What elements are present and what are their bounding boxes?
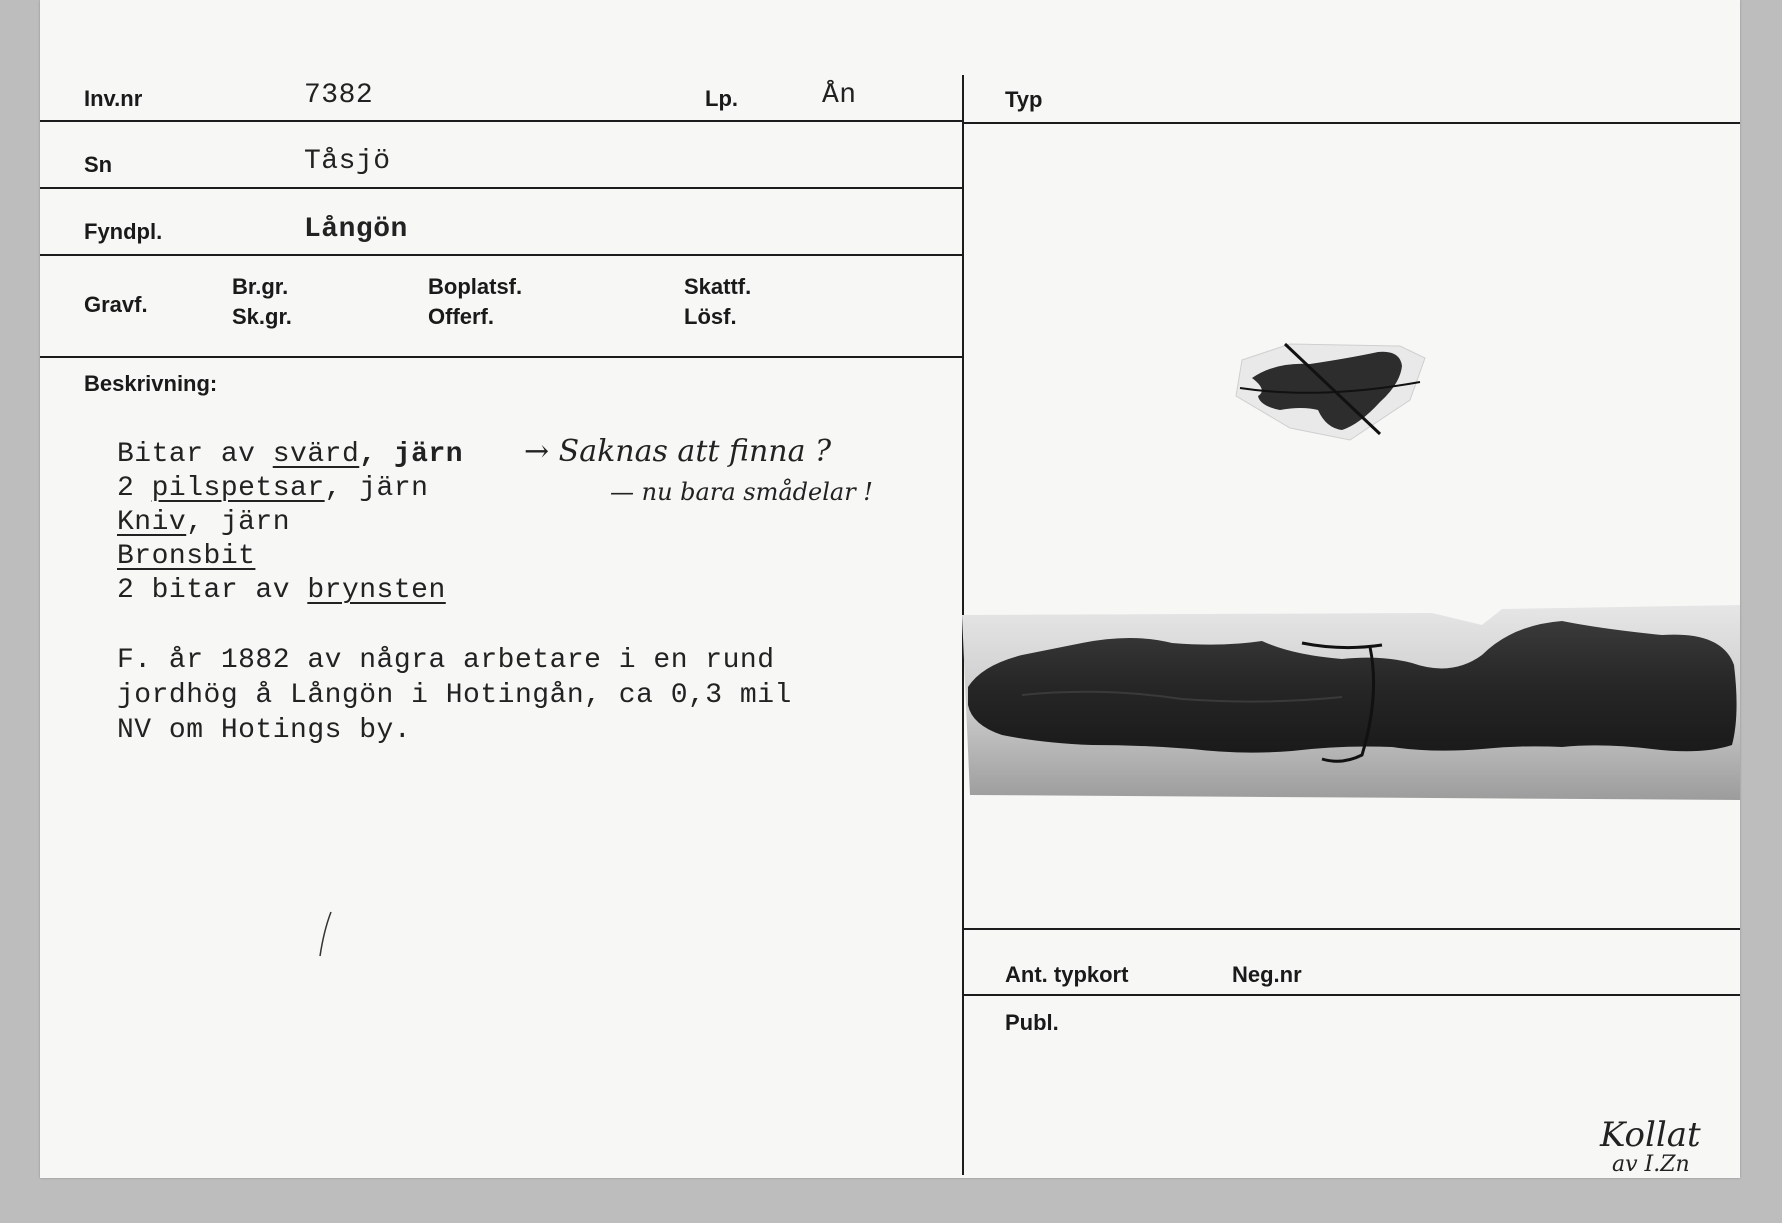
- fyndpl-value: Långön: [304, 214, 408, 245]
- item-term: Bronsbit: [117, 541, 256, 572]
- item-suffix: , järn: [324, 473, 429, 504]
- description-item: [117, 507, 290, 538]
- description-item: [117, 439, 463, 470]
- description-item: [117, 473, 428, 504]
- iron-fragment-photo: [1230, 340, 1430, 445]
- item-prefix: 2: [117, 473, 152, 504]
- gravf-label: Gravf.: [84, 292, 148, 317]
- offerf-label: Offerf.: [428, 304, 494, 329]
- losf-label: Lösf.: [684, 304, 737, 329]
- description-item: [117, 575, 446, 606]
- inv-label: Inv.nr: [84, 86, 143, 111]
- sword-blade-photo: [962, 595, 1740, 805]
- row-divider-typ: [962, 122, 1740, 124]
- row-divider-sn: [40, 187, 962, 189]
- item-term: brynsten: [307, 575, 446, 606]
- handwritten-note-2: — nu bara smådelar !: [610, 478, 873, 506]
- sn-label: Sn: [84, 152, 113, 177]
- row-divider-gravf: [40, 356, 962, 358]
- row-divider-inv: [40, 120, 962, 122]
- description-item: [117, 541, 255, 572]
- row-divider-ant: [962, 928, 1740, 930]
- ant-typkort-label: Ant. typkort: [1005, 962, 1129, 987]
- skgr-label: Sk.gr.: [232, 304, 292, 329]
- catalogue-card: [40, 0, 1740, 1178]
- skattf-label: Skattf.: [684, 274, 752, 299]
- fyndpl-label: Fyndpl.: [84, 219, 163, 244]
- boplatsf-label: Boplatsf.: [428, 274, 523, 299]
- sn-value: Tåsjö: [304, 146, 391, 177]
- item-term: Kniv: [117, 507, 187, 538]
- neg-nr-label: Neg.nr: [1232, 962, 1302, 987]
- handwritten-check-line1: Kollat: [1600, 1115, 1701, 1155]
- handwritten-note-1: → Saknas att finna ?: [524, 434, 832, 469]
- provenance-line: NV om Hotings by.: [117, 715, 412, 746]
- provenance-line: F. år 1882 av några arbetare i en rund: [117, 645, 775, 676]
- beskrivning-label: Beskrivning:: [84, 371, 218, 396]
- item-prefix: Bitar av: [117, 439, 273, 470]
- typ-label: Typ: [1005, 87, 1043, 112]
- brgr-label: Br.gr.: [232, 274, 289, 299]
- handwritten-check-line2: av I.Zn: [1612, 1152, 1690, 1177]
- item-suffix: , järn: [359, 439, 464, 470]
- pen-mark-icon: [316, 910, 336, 960]
- item-suffix: , järn: [186, 507, 291, 538]
- inv-value: 7382: [304, 80, 374, 111]
- provenance-line: jordhög å Långön i Hotingån, ca 0,3 mil: [117, 680, 792, 711]
- publ-label: Publ.: [1005, 1010, 1059, 1035]
- item-prefix: 2 bitar av: [117, 575, 308, 606]
- item-term: pilspetsar: [151, 473, 325, 504]
- lp-label: Lp.: [705, 86, 738, 111]
- lp-value: Ån: [822, 80, 857, 111]
- row-divider-publ: [962, 994, 1740, 996]
- row-divider-fyndpl: [40, 254, 962, 256]
- item-term: svärd: [272, 439, 360, 470]
